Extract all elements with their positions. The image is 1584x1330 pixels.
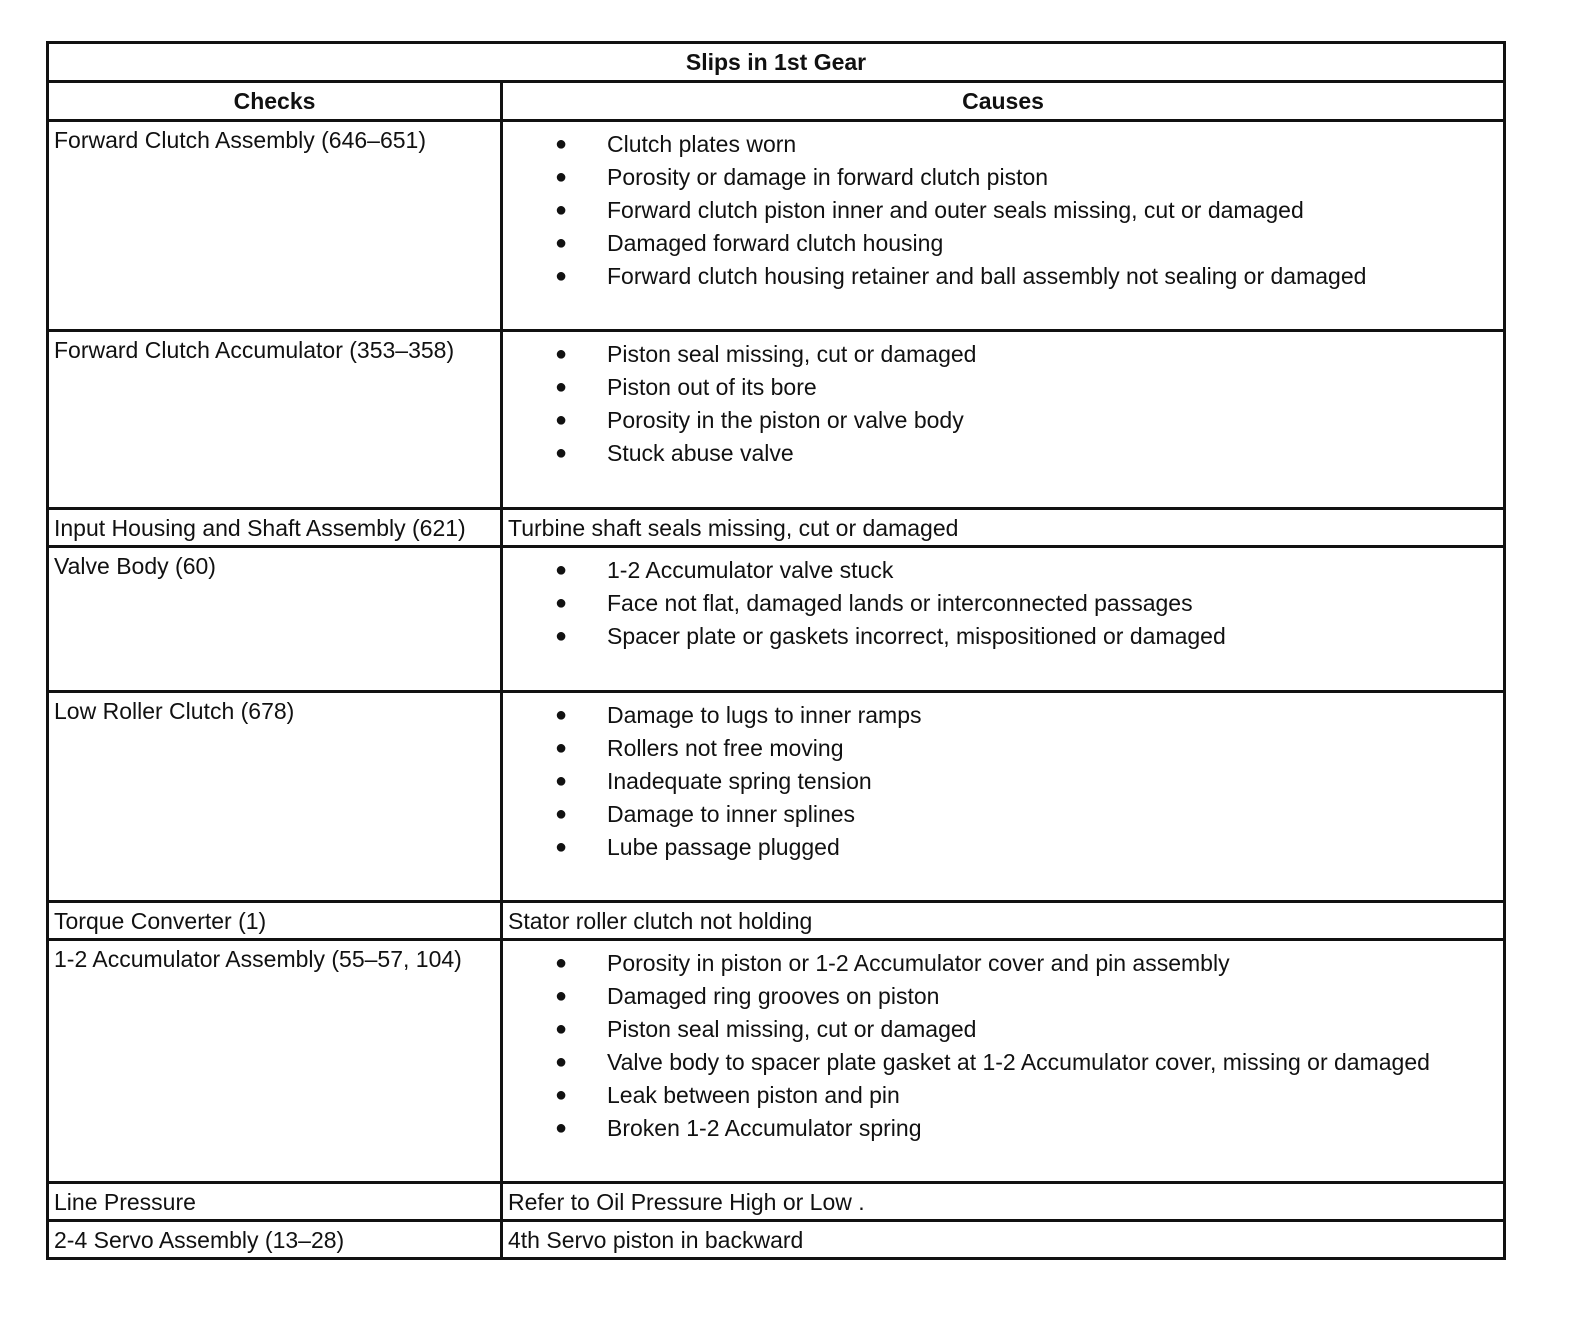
cause-text: Damage to lugs to inner ramps	[607, 702, 922, 728]
cause-list-item	[503, 554, 1503, 587]
cause-list-item	[503, 947, 1503, 980]
check-cell: Input Housing and Shaft Assembly (621)	[48, 509, 502, 547]
check-cell: Forward Clutch Assembly (646–651)	[48, 121, 502, 331]
cause-text: Stuck abuse valve	[607, 440, 794, 466]
cause-text: Leak between piston and pin	[607, 1082, 900, 1108]
cause-text: Piston seal missing, cut or damaged	[607, 341, 977, 367]
cause-text: Spacer plate or gaskets incorrect, mispositioned or damaged	[607, 623, 1226, 649]
table-row	[48, 1183, 1505, 1221]
bullet-icon: ●	[555, 376, 568, 398]
cause-list-item	[503, 1046, 1503, 1079]
check-cell: Low Roller Clutch (678)	[48, 692, 502, 902]
bullet-icon: ●	[555, 1051, 568, 1073]
bullet-icon: ●	[555, 133, 568, 155]
bullet-icon: ●	[555, 704, 568, 726]
cause-text: Porosity in piston or 1-2 Accumulator cover and pin assembly	[607, 950, 1230, 976]
header-row	[48, 82, 1505, 121]
cause-text: Broken 1-2 Accumulator spring	[607, 1115, 922, 1141]
bullet-icon: ●	[555, 343, 568, 365]
title-row	[48, 43, 1505, 82]
cause-text: Valve body to spacer plate gasket at 1-2 Accumulator cover, missing or damaged	[607, 1049, 1430, 1075]
cause-list-item	[503, 732, 1503, 765]
bullet-icon: ●	[555, 770, 568, 792]
cause-text: 1-2 Accumulator valve stuck	[607, 557, 894, 583]
table-row	[48, 1221, 1505, 1259]
cause-list-item	[503, 437, 1503, 470]
table-row	[48, 509, 1505, 547]
cause-cell	[502, 940, 1505, 1183]
bullet-icon: ●	[555, 952, 568, 974]
bullet-icon: ●	[555, 803, 568, 825]
diagnosis-table	[46, 41, 1506, 1260]
cause-list-item	[503, 260, 1503, 293]
cause-list	[503, 128, 1503, 293]
cause-text: Lube passage plugged	[607, 834, 840, 860]
table-title: Slips in 1st Gear	[48, 43, 1505, 82]
cause-text: Forward clutch housing retainer and ball assembly not sealing or damaged	[607, 263, 1367, 289]
bullet-icon: ●	[555, 232, 568, 254]
bullet-icon: ●	[555, 836, 568, 858]
cause-text: Piston out of its bore	[607, 374, 817, 400]
bullet-icon: ●	[555, 442, 568, 464]
cause-list-item	[503, 371, 1503, 404]
cause-list-item	[503, 620, 1503, 653]
bullet-icon: ●	[555, 559, 568, 581]
cause-list-item	[503, 128, 1503, 161]
cause-list-item	[503, 1013, 1503, 1046]
bullet-icon: ●	[555, 985, 568, 1007]
cause-cell	[502, 331, 1505, 509]
checks-header: Checks	[48, 82, 502, 121]
cause-list	[503, 338, 1503, 470]
table-row	[48, 902, 1505, 940]
table-row	[48, 547, 1505, 692]
cause-cell: Stator roller clutch not holding	[502, 902, 1505, 940]
cause-list-item	[503, 699, 1503, 732]
cause-list-item	[503, 587, 1503, 620]
cause-text: Inadequate spring tension	[607, 768, 872, 794]
cause-list-item	[503, 1112, 1503, 1145]
bullet-icon: ●	[555, 1117, 568, 1139]
cause-cell: 4th Servo piston in backward	[502, 1221, 1505, 1259]
check-cell: 1-2 Accumulator Assembly (55–57, 104)	[48, 940, 502, 1183]
bullet-icon: ●	[555, 199, 568, 221]
cause-list-item	[503, 227, 1503, 260]
check-cell: Line Pressure	[48, 1183, 502, 1221]
cause-list-item	[503, 1079, 1503, 1112]
cause-list	[503, 554, 1503, 653]
bullet-icon: ●	[555, 1084, 568, 1106]
cause-cell: Refer to Oil Pressure High or Low .	[502, 1183, 1505, 1221]
cause-list-item	[503, 980, 1503, 1013]
table-row	[48, 692, 1505, 902]
cause-list	[503, 947, 1503, 1145]
cause-text: Face not flat, damaged lands or interconnected passages	[607, 590, 1193, 616]
cause-text: Piston seal missing, cut or damaged	[607, 1016, 977, 1042]
cause-list	[503, 699, 1503, 864]
cause-cell: Turbine shaft seals missing, cut or damaged	[502, 509, 1505, 547]
cause-list-item	[503, 404, 1503, 437]
cause-list-item	[503, 194, 1503, 227]
cause-list-item	[503, 338, 1503, 371]
bullet-icon: ●	[555, 592, 568, 614]
bullet-icon: ●	[555, 625, 568, 647]
cause-text: Damaged forward clutch housing	[607, 230, 944, 256]
bullet-icon: ●	[555, 265, 568, 287]
bullet-icon: ●	[555, 1018, 568, 1040]
cause-cell	[502, 121, 1505, 331]
cause-list-item	[503, 765, 1503, 798]
cause-list-item	[503, 161, 1503, 194]
cause-list-item	[503, 831, 1503, 864]
table-row	[48, 121, 1505, 331]
cause-text: Porosity or damage in forward clutch piston	[607, 164, 1049, 190]
cause-text: Porosity in the piston or valve body	[607, 407, 964, 433]
check-cell: Forward Clutch Accumulator (353–358)	[48, 331, 502, 509]
cause-cell	[502, 547, 1505, 692]
cause-text: Damaged ring grooves on piston	[607, 983, 940, 1009]
table-row	[48, 940, 1505, 1183]
bullet-icon: ●	[555, 409, 568, 431]
cause-text: Forward clutch piston inner and outer seals missing, cut or damaged	[607, 197, 1304, 223]
cause-text: Rollers not free moving	[607, 735, 844, 761]
cause-list-item	[503, 798, 1503, 831]
check-cell: Valve Body (60)	[48, 547, 502, 692]
cause-cell	[502, 692, 1505, 902]
cause-text: Damage to inner splines	[607, 801, 856, 827]
cause-text: Clutch plates worn	[607, 131, 797, 157]
bullet-icon: ●	[555, 166, 568, 188]
causes-header: Causes	[502, 82, 1505, 121]
bullet-icon: ●	[555, 737, 568, 759]
table-row	[48, 331, 1505, 509]
check-cell: 2-4 Servo Assembly (13–28)	[48, 1221, 502, 1259]
check-cell: Torque Converter (1)	[48, 902, 502, 940]
